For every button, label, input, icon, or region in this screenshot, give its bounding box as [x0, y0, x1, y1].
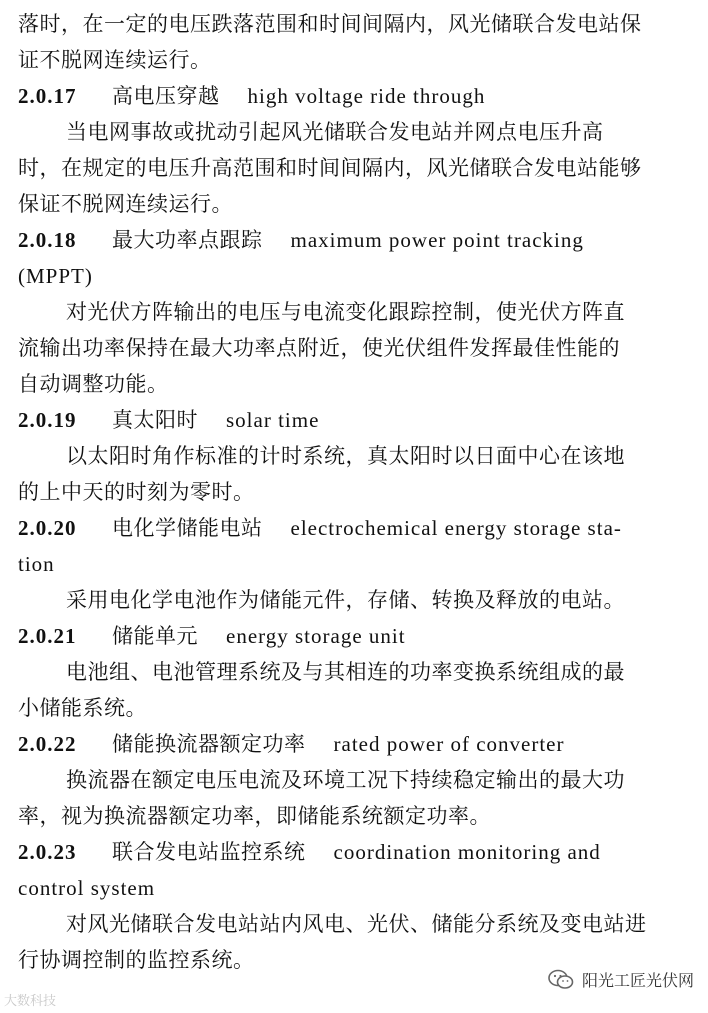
term-english: coordination monitoring and	[333, 840, 601, 864]
watermark-right-text: 阳光工匠光伏网	[581, 971, 694, 990]
text-line: 流输出功率保持在最大功率点附近，使光伏组件发挥最佳性能的	[18, 336, 620, 360]
text-line: 当电网事故或扰动引起风光储联合发电站并网点电压升高	[66, 120, 604, 144]
term-number: 2.0.20	[18, 516, 77, 540]
watermark-left	[4, 990, 56, 1009]
watermark-left-text: 大数科技	[4, 994, 57, 1009]
term-chinese: 电化学储能电站	[112, 516, 263, 540]
wechat-icon	[548, 969, 574, 991]
text-line: 以太阳时角作标准的计时系统，真太阳时以日面中心在该地	[66, 444, 625, 468]
document-body	[18, 6, 690, 978]
term-chinese: 最大功率点跟踪	[112, 228, 263, 252]
term-english: rated power of converter	[333, 732, 565, 756]
term-chinese: 联合发电站监控系统	[112, 840, 306, 864]
text-line: 落时，在一定的电压跌落范围和时间间隔内，风光储联合发电站保	[18, 12, 642, 36]
term-number: 2.0.21	[18, 624, 77, 648]
term-heading	[18, 834, 690, 870]
term-chinese: 储能换流器额定功率	[112, 732, 306, 756]
term-english: solar time	[226, 408, 320, 432]
text-line: 证不脱网连续运行。	[18, 48, 212, 72]
text-line: 行协调控制的监控系统。	[18, 948, 255, 972]
text-line: 小储能系统。	[18, 696, 147, 720]
watermark-right	[548, 968, 694, 991]
term-chinese: 储能单元	[112, 624, 198, 648]
text-line: 换流器在额定电压电流及环境工况下持续稳定输出的最大功	[66, 768, 625, 792]
term-heading	[18, 222, 690, 258]
term-chinese: 高电压穿越	[112, 84, 220, 108]
term-number: 2.0.17	[18, 84, 77, 108]
term-heading	[18, 510, 690, 546]
text-line: control system	[18, 876, 156, 900]
text-line: 对光伏方阵输出的电压与电流变化跟踪控制，使光伏方阵直	[66, 300, 625, 324]
term-english: electrochemical energy storage sta-	[290, 516, 622, 540]
term-english: energy storage unit	[226, 624, 406, 648]
text-line: 保证不脱网连续运行。	[18, 192, 233, 216]
term-english: maximum power point tracking	[290, 228, 584, 252]
text-line: 对风光储联合发电站站内风电、光伏、储能分系统及变电站进	[66, 912, 647, 936]
term-number: 2.0.23	[18, 840, 77, 864]
text-line: 的上中天的时刻为零时。	[18, 480, 255, 504]
text-line: 时，在规定的电压升高范围和时间间隔内，风光储联合发电站能够	[18, 156, 642, 180]
text-line: tion	[18, 552, 55, 576]
text-line: 采用电化学电池作为储能元件，存储、转换及释放的电站。	[66, 588, 625, 612]
text-line: (MPPT)	[18, 264, 93, 288]
term-heading	[18, 618, 690, 654]
term-chinese: 真太阳时	[112, 408, 198, 432]
term-heading	[18, 402, 690, 438]
text-line: 自动调整功能。	[18, 372, 169, 396]
term-heading	[18, 78, 690, 114]
term-number: 2.0.19	[18, 408, 77, 432]
term-heading	[18, 726, 690, 762]
term-number: 2.0.18	[18, 228, 77, 252]
text-line: 率，视为换流器额定功率，即储能系统额定功率。	[18, 804, 491, 828]
term-english: high voltage ride through	[247, 84, 486, 108]
text-line: 电池组、电池管理系统及与其相连的功率变换系统组成的最	[66, 660, 625, 684]
term-number: 2.0.22	[18, 732, 77, 756]
